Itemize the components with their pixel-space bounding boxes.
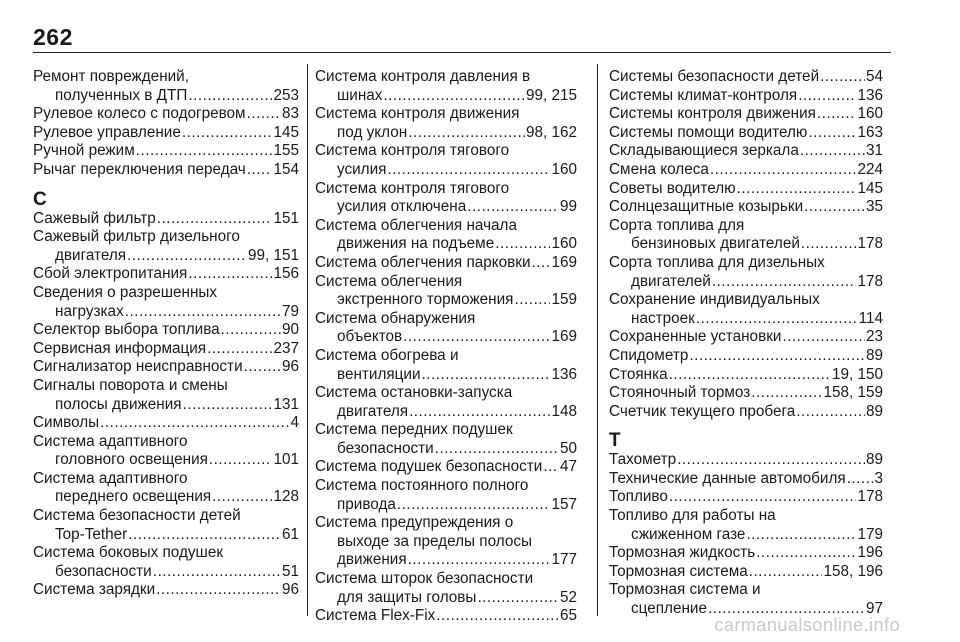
- index-entry[interactable]: [609, 581, 883, 618]
- index-page-ref: 136: [551, 365, 577, 383]
- index-page-ref: 160: [551, 160, 577, 178]
- index-entry-text: Система зарядки: [33, 581, 156, 599]
- dot-leader: [756, 544, 856, 563]
- dot-leader: [209, 451, 273, 470]
- index-entry-text: Тахометр: [609, 451, 677, 469]
- index-entry-text: Система облегчения парковки: [315, 253, 531, 271]
- index-entry-text: безопасности: [337, 439, 434, 457]
- index-entry-text: Система остановки-запуска: [315, 384, 513, 402]
- index-page-ref: 31: [865, 142, 883, 160]
- index-page-ref: 178: [857, 272, 883, 290]
- index-entry-text: шинах: [337, 86, 383, 104]
- index-page-ref: 19, 150: [831, 365, 883, 383]
- dot-leader: [801, 235, 857, 254]
- index-page-ref: 97: [865, 600, 883, 618]
- dot-leader: [100, 414, 289, 433]
- index-entry[interactable]: [609, 544, 883, 563]
- index-entry-text: Системы помощи водителю: [609, 123, 808, 141]
- index-page-ref: 159: [551, 291, 577, 309]
- page-number: 262: [33, 24, 73, 50]
- index-entry-text: Системы климат-контроля: [609, 86, 798, 104]
- index-entry[interactable]: [33, 142, 299, 161]
- index-entry[interactable]: [33, 161, 299, 180]
- index-entry-text: Спидометр: [609, 346, 689, 364]
- index-entry[interactable]: [33, 433, 299, 470]
- index-page-ref: 178: [857, 488, 883, 506]
- index-page-ref: 99, 215: [525, 86, 577, 104]
- dot-leader: [188, 265, 272, 284]
- index-entry[interactable]: [609, 87, 883, 106]
- index-entry-text: Стояночный тормоз: [609, 384, 751, 402]
- index-entry-text: Система контроля тягового: [315, 142, 510, 160]
- dot-leader: [467, 198, 559, 217]
- index-page-ref: 156: [273, 265, 299, 283]
- index-entry[interactable]: [33, 340, 299, 359]
- index-entry[interactable]: [609, 198, 883, 217]
- index-page-ref: 96: [281, 581, 299, 599]
- index-entry-text: Система шторок безопасности: [315, 570, 534, 588]
- index-column-2: [315, 68, 577, 626]
- index-entry-text: Система облегчения начала: [315, 216, 517, 234]
- index-entry-text: двигателя: [55, 246, 127, 264]
- index-entry-text: безопасности: [55, 562, 152, 580]
- index-entry[interactable]: [33, 377, 299, 414]
- index-page-ref: 145: [857, 179, 883, 197]
- index-page-ref: 154: [273, 160, 299, 178]
- column-divider: [597, 64, 598, 616]
- index-page-ref: 35: [865, 198, 883, 216]
- index-page-ref: 151: [273, 209, 299, 227]
- index-page-ref: 114: [858, 309, 883, 327]
- index-page-ref: 157: [551, 495, 577, 513]
- index-entry[interactable]: [609, 291, 883, 328]
- dot-leader: [244, 358, 281, 377]
- index-page-ref: 169: [551, 328, 577, 346]
- dot-leader: [207, 340, 272, 359]
- dot-leader: [188, 87, 272, 106]
- index-entry[interactable]: [609, 68, 883, 87]
- index-entry[interactable]: [609, 488, 883, 507]
- index-entry-text: под уклон: [337, 123, 408, 141]
- index-entry[interactable]: [33, 265, 299, 284]
- index-entry-text: Символы: [33, 414, 100, 432]
- index-entry-text: выходе за пределы полосы: [337, 532, 532, 550]
- index-page-ref: 101: [273, 451, 299, 469]
- index-page-ref: 90: [281, 321, 299, 339]
- index-entry[interactable]: [609, 563, 883, 582]
- index-page-ref: 4: [290, 414, 299, 432]
- dot-leader: [409, 403, 550, 422]
- index-page-ref: 169: [551, 253, 577, 271]
- index-entry-text: Система постоянного полного: [315, 477, 529, 495]
- dot-leader: [669, 366, 831, 385]
- index-page-ref: 52: [559, 588, 577, 606]
- index-entry-text: Топливо для работы на: [609, 507, 776, 525]
- index-entry[interactable]: [315, 254, 577, 273]
- index-page-ref: 158, 196: [823, 562, 883, 580]
- index-page-ref: 65: [559, 607, 577, 625]
- index-entry-text: нагрузках: [55, 302, 124, 320]
- index-page-ref: 23: [865, 328, 883, 346]
- index-page-ref: 89: [865, 402, 883, 420]
- index-page-ref: 99: [559, 198, 577, 216]
- dot-leader: [532, 254, 551, 273]
- dot-leader: [397, 496, 551, 515]
- index-entry-text: Ремонт повреждений,: [33, 68, 189, 85]
- index-page-ref: 83: [281, 105, 299, 123]
- index-page-ref: 89: [865, 346, 883, 364]
- index-entry-text: двигателей: [631, 272, 711, 290]
- index-entry[interactable]: [609, 507, 883, 544]
- index-entry-text: Тормозная система и: [609, 581, 761, 599]
- index-entry-text: Система Flex-Fix: [315, 607, 436, 625]
- dot-leader: [125, 303, 281, 322]
- index-entry-text: Система боковых подушек: [33, 544, 224, 562]
- index-column-1: [33, 68, 299, 600]
- index-page-ref: 163: [857, 123, 883, 141]
- index-entry-text: двигателя: [337, 402, 409, 420]
- index-entry-text: Сведения о разрешенных: [33, 283, 218, 301]
- index-entry-text: переднего освещения: [55, 488, 212, 506]
- dot-leader: [495, 235, 550, 254]
- dot-leader: [847, 470, 874, 489]
- index-entry-text: Сервисная информация: [33, 339, 207, 357]
- index-entry-text: Смена колеса: [609, 160, 709, 178]
- index-entry-text: Сигнализатор неисправности: [33, 358, 243, 376]
- dot-leader: [247, 161, 273, 180]
- dot-leader: [408, 124, 525, 143]
- index-entry-text: Сажевый фильтр дизельного: [33, 228, 240, 246]
- index-page-ref: 224: [857, 160, 883, 178]
- index-entry-text: Тормозная система: [609, 562, 748, 580]
- index-entry[interactable]: [609, 366, 883, 385]
- index-entry-text: для защиты головы: [337, 588, 477, 606]
- index-page-ref: 89: [865, 451, 883, 469]
- index-entry[interactable]: [315, 217, 577, 254]
- dot-leader: [477, 589, 559, 608]
- index-entry[interactable]: [315, 477, 577, 514]
- index-entry[interactable]: [33, 124, 299, 143]
- index-entry-text: Сохраненные установки: [609, 328, 782, 346]
- index-entry-text: Система контроля давления в: [315, 68, 531, 85]
- index-page-ref: 79: [281, 302, 299, 320]
- index-entry-text: Солнцезащитные козырьки: [609, 198, 804, 216]
- index-entry[interactable]: [315, 105, 577, 142]
- index-entry-text: Топливо: [609, 488, 668, 506]
- index-column-3: [609, 68, 883, 619]
- index-entry-text: Система безопасности детей: [33, 507, 241, 525]
- index-entry-text: Селектор выбора топлива: [33, 321, 220, 339]
- index-entry-text: Сорта топлива для дизельных: [609, 253, 825, 271]
- dot-leader: [737, 180, 857, 199]
- index-entry-text: настроек: [631, 309, 695, 327]
- index-entry[interactable]: [33, 321, 299, 340]
- index-entry[interactable]: [609, 470, 883, 489]
- index-page-ref: 99, 151: [247, 246, 299, 264]
- dot-leader: [712, 273, 857, 292]
- index-entry-text: Система обнаружения: [315, 309, 476, 327]
- dot-leader: [804, 198, 865, 217]
- index-page-ref: 178: [857, 235, 883, 253]
- index-entry-text: Рулевое колесо с подогревом: [33, 105, 246, 123]
- index-entry[interactable]: [609, 180, 883, 199]
- index-entry-text: движения: [337, 551, 407, 569]
- index-entry-text: полосы движения: [55, 395, 182, 413]
- index-page-ref: 54: [865, 68, 883, 85]
- dot-leader: [182, 124, 273, 143]
- index-entry-text: сцепление: [631, 600, 707, 618]
- index-entry[interactable]: [609, 347, 883, 366]
- index-entry-text: Стоянка: [609, 365, 668, 383]
- index-entry[interactable]: [315, 142, 577, 179]
- dot-leader: [436, 607, 559, 626]
- index-page-ref: 160: [551, 235, 577, 253]
- index-entry-text: привода: [337, 495, 396, 513]
- index-entry[interactable]: [609, 403, 883, 422]
- index-entry-text: Технические данные автомобиля: [609, 469, 846, 487]
- dot-leader: [212, 488, 272, 507]
- index-entry[interactable]: [609, 124, 883, 143]
- dot-leader: [749, 563, 823, 582]
- dot-leader: [796, 403, 865, 422]
- dot-leader: [669, 488, 857, 507]
- index-entry-text: объектов: [337, 328, 403, 346]
- index-entry-text: Сигналы поворота и смены: [33, 376, 228, 394]
- index-page-ref: 51: [281, 562, 299, 580]
- index-entry-text: усилия отключена: [337, 198, 467, 216]
- index-entry-text: Система предупреждения о: [315, 514, 514, 532]
- index-entry-text: Тормозная жидкость: [609, 544, 756, 562]
- index-page-ref: 158, 159: [823, 384, 883, 402]
- index-page-ref: 160: [857, 105, 883, 123]
- dot-leader: [153, 563, 281, 582]
- index-entry[interactable]: [33, 544, 299, 581]
- index-entry-text: Top-Tether: [55, 525, 128, 543]
- index-entry[interactable]: [315, 384, 577, 421]
- index-entry[interactable]: [315, 458, 577, 477]
- index-entry-text: усилия: [337, 160, 387, 178]
- index-entry-text: Система адаптивного: [33, 432, 188, 450]
- index-entry[interactable]: [609, 161, 883, 180]
- dot-leader: [800, 142, 865, 161]
- dot-leader: [157, 210, 273, 229]
- index-entry[interactable]: [33, 507, 299, 544]
- index-page-ref: 148: [551, 402, 577, 420]
- index-entry[interactable]: [609, 217, 883, 254]
- index-entry[interactable]: [609, 142, 883, 161]
- dot-leader: [798, 87, 856, 106]
- index-entry-text: Счетчик текущего пробега: [609, 402, 796, 420]
- dot-leader: [820, 68, 865, 87]
- index-entry[interactable]: [33, 210, 299, 229]
- dot-leader: [408, 551, 551, 570]
- index-entry[interactable]: [33, 414, 299, 433]
- dot-leader: [221, 321, 281, 340]
- index-entry-text: движения на подъеме: [337, 235, 495, 253]
- index-entry-text: Система облегчения: [315, 272, 463, 290]
- index-page-ref: 131: [273, 395, 299, 413]
- dot-leader: [435, 440, 559, 459]
- index-entry[interactable]: [33, 105, 299, 124]
- dot-leader: [710, 161, 857, 180]
- index-entry-text: Системы безопасности детей: [609, 68, 820, 85]
- index-page-ref: 253: [273, 86, 299, 104]
- index-entry-text: Система контроля тягового: [315, 179, 510, 197]
- index-entry-text: сжиженном газе: [631, 525, 746, 543]
- watermark: carmanualsonline.info: [714, 615, 900, 635]
- index-page-ref: 155: [273, 142, 299, 160]
- index-entry[interactable]: [315, 273, 577, 310]
- dot-leader: [782, 328, 865, 347]
- index-entry[interactable]: [33, 68, 299, 105]
- dot-leader: [247, 105, 281, 124]
- index-entry-text: Система передних подушек: [315, 421, 513, 439]
- index-entry[interactable]: [33, 228, 299, 265]
- index-entry-text: Система адаптивного: [33, 469, 188, 487]
- dot-leader: [689, 347, 865, 366]
- dot-leader: [127, 247, 247, 266]
- index-entry-text: полученных в ДТП: [55, 86, 188, 104]
- index-entry-text: Система обогрева и: [315, 346, 459, 364]
- section-letter: С: [33, 188, 47, 210]
- index-entry[interactable]: [33, 358, 299, 377]
- index-entry-text: Сохранение индивидуальных: [609, 291, 820, 309]
- dot-leader: [183, 396, 273, 415]
- index-entry-text: бензиновых двигателей: [631, 235, 800, 253]
- dot-leader: [751, 384, 822, 403]
- index-page-ref: 136: [857, 86, 883, 104]
- dot-leader: [422, 366, 551, 385]
- dot-leader: [808, 124, 856, 143]
- index-page-ref: 145: [273, 123, 299, 141]
- index-entry-text: Системы контроля движения: [609, 105, 816, 123]
- index-page-ref: 47: [559, 458, 577, 476]
- top-divider: [33, 52, 891, 53]
- dot-leader: [677, 451, 865, 470]
- dot-leader: [136, 142, 273, 161]
- index-entry[interactable]: [315, 570, 577, 607]
- dot-leader: [403, 328, 550, 347]
- index-entry[interactable]: [609, 105, 883, 124]
- index-entry[interactable]: [33, 470, 299, 507]
- dot-leader: [696, 310, 858, 329]
- index-entry[interactable]: [33, 581, 299, 600]
- index-entry-text: Сажевый фильтр: [33, 209, 156, 227]
- index-entry-text: Система контроля движения: [315, 105, 520, 123]
- index-entry-text: Рулевое управление: [33, 123, 181, 141]
- dot-leader: [746, 526, 856, 545]
- index-entry[interactable]: [315, 514, 577, 570]
- dot-leader: [128, 526, 281, 545]
- dot-leader: [156, 581, 281, 600]
- index-entry-text: Ручной режим: [33, 142, 135, 160]
- index-page-ref: 98, 162: [525, 123, 577, 141]
- section-letter: Т: [609, 430, 621, 452]
- index-entry-text: вентиляции: [337, 365, 421, 383]
- dot-leader: [383, 87, 525, 106]
- index-entry[interactable]: [315, 421, 577, 458]
- index-entry[interactable]: [609, 254, 883, 291]
- index-entry-text: Сбой электропитания: [33, 265, 188, 283]
- index-entry[interactable]: [609, 451, 883, 470]
- dot-leader: [543, 458, 559, 477]
- index-entry[interactable]: [33, 284, 299, 321]
- index-entry-text: Складывающиеся зеркала: [609, 142, 799, 160]
- dot-leader: [817, 105, 857, 124]
- index-entry-text: экстренного торможения: [337, 291, 514, 309]
- dot-leader: [514, 291, 550, 310]
- index-entry[interactable]: [315, 607, 577, 626]
- dot-leader: [387, 161, 550, 180]
- index-entry[interactable]: [609, 328, 883, 347]
- index-entry[interactable]: [315, 347, 577, 384]
- index-entry[interactable]: [315, 68, 577, 105]
- index-page-ref: 61: [281, 525, 299, 543]
- index-page-ref: 128: [273, 488, 299, 506]
- index-page-ref: 196: [857, 544, 883, 562]
- index-page-ref: 96: [281, 358, 299, 376]
- index-entry-text: Советы водителю: [609, 179, 736, 197]
- index-entry-text: Рычаг переключения передач: [33, 160, 246, 178]
- index-page-ref: 179: [857, 525, 883, 543]
- index-page-ref: 177: [551, 551, 577, 569]
- index-page-ref: 50: [559, 439, 577, 457]
- index-entry-text: головного освещения: [55, 451, 208, 469]
- index-entry[interactable]: [609, 384, 883, 403]
- column-divider: [307, 64, 308, 616]
- index-entry-text: Система подушек безопасности: [315, 458, 543, 476]
- index-entry-text: Сорта топлива для: [609, 216, 745, 234]
- index-entry[interactable]: [315, 180, 577, 217]
- index-page-ref: 3: [874, 469, 883, 487]
- index-page-ref: 237: [273, 339, 299, 357]
- index-entry[interactable]: [315, 310, 577, 347]
